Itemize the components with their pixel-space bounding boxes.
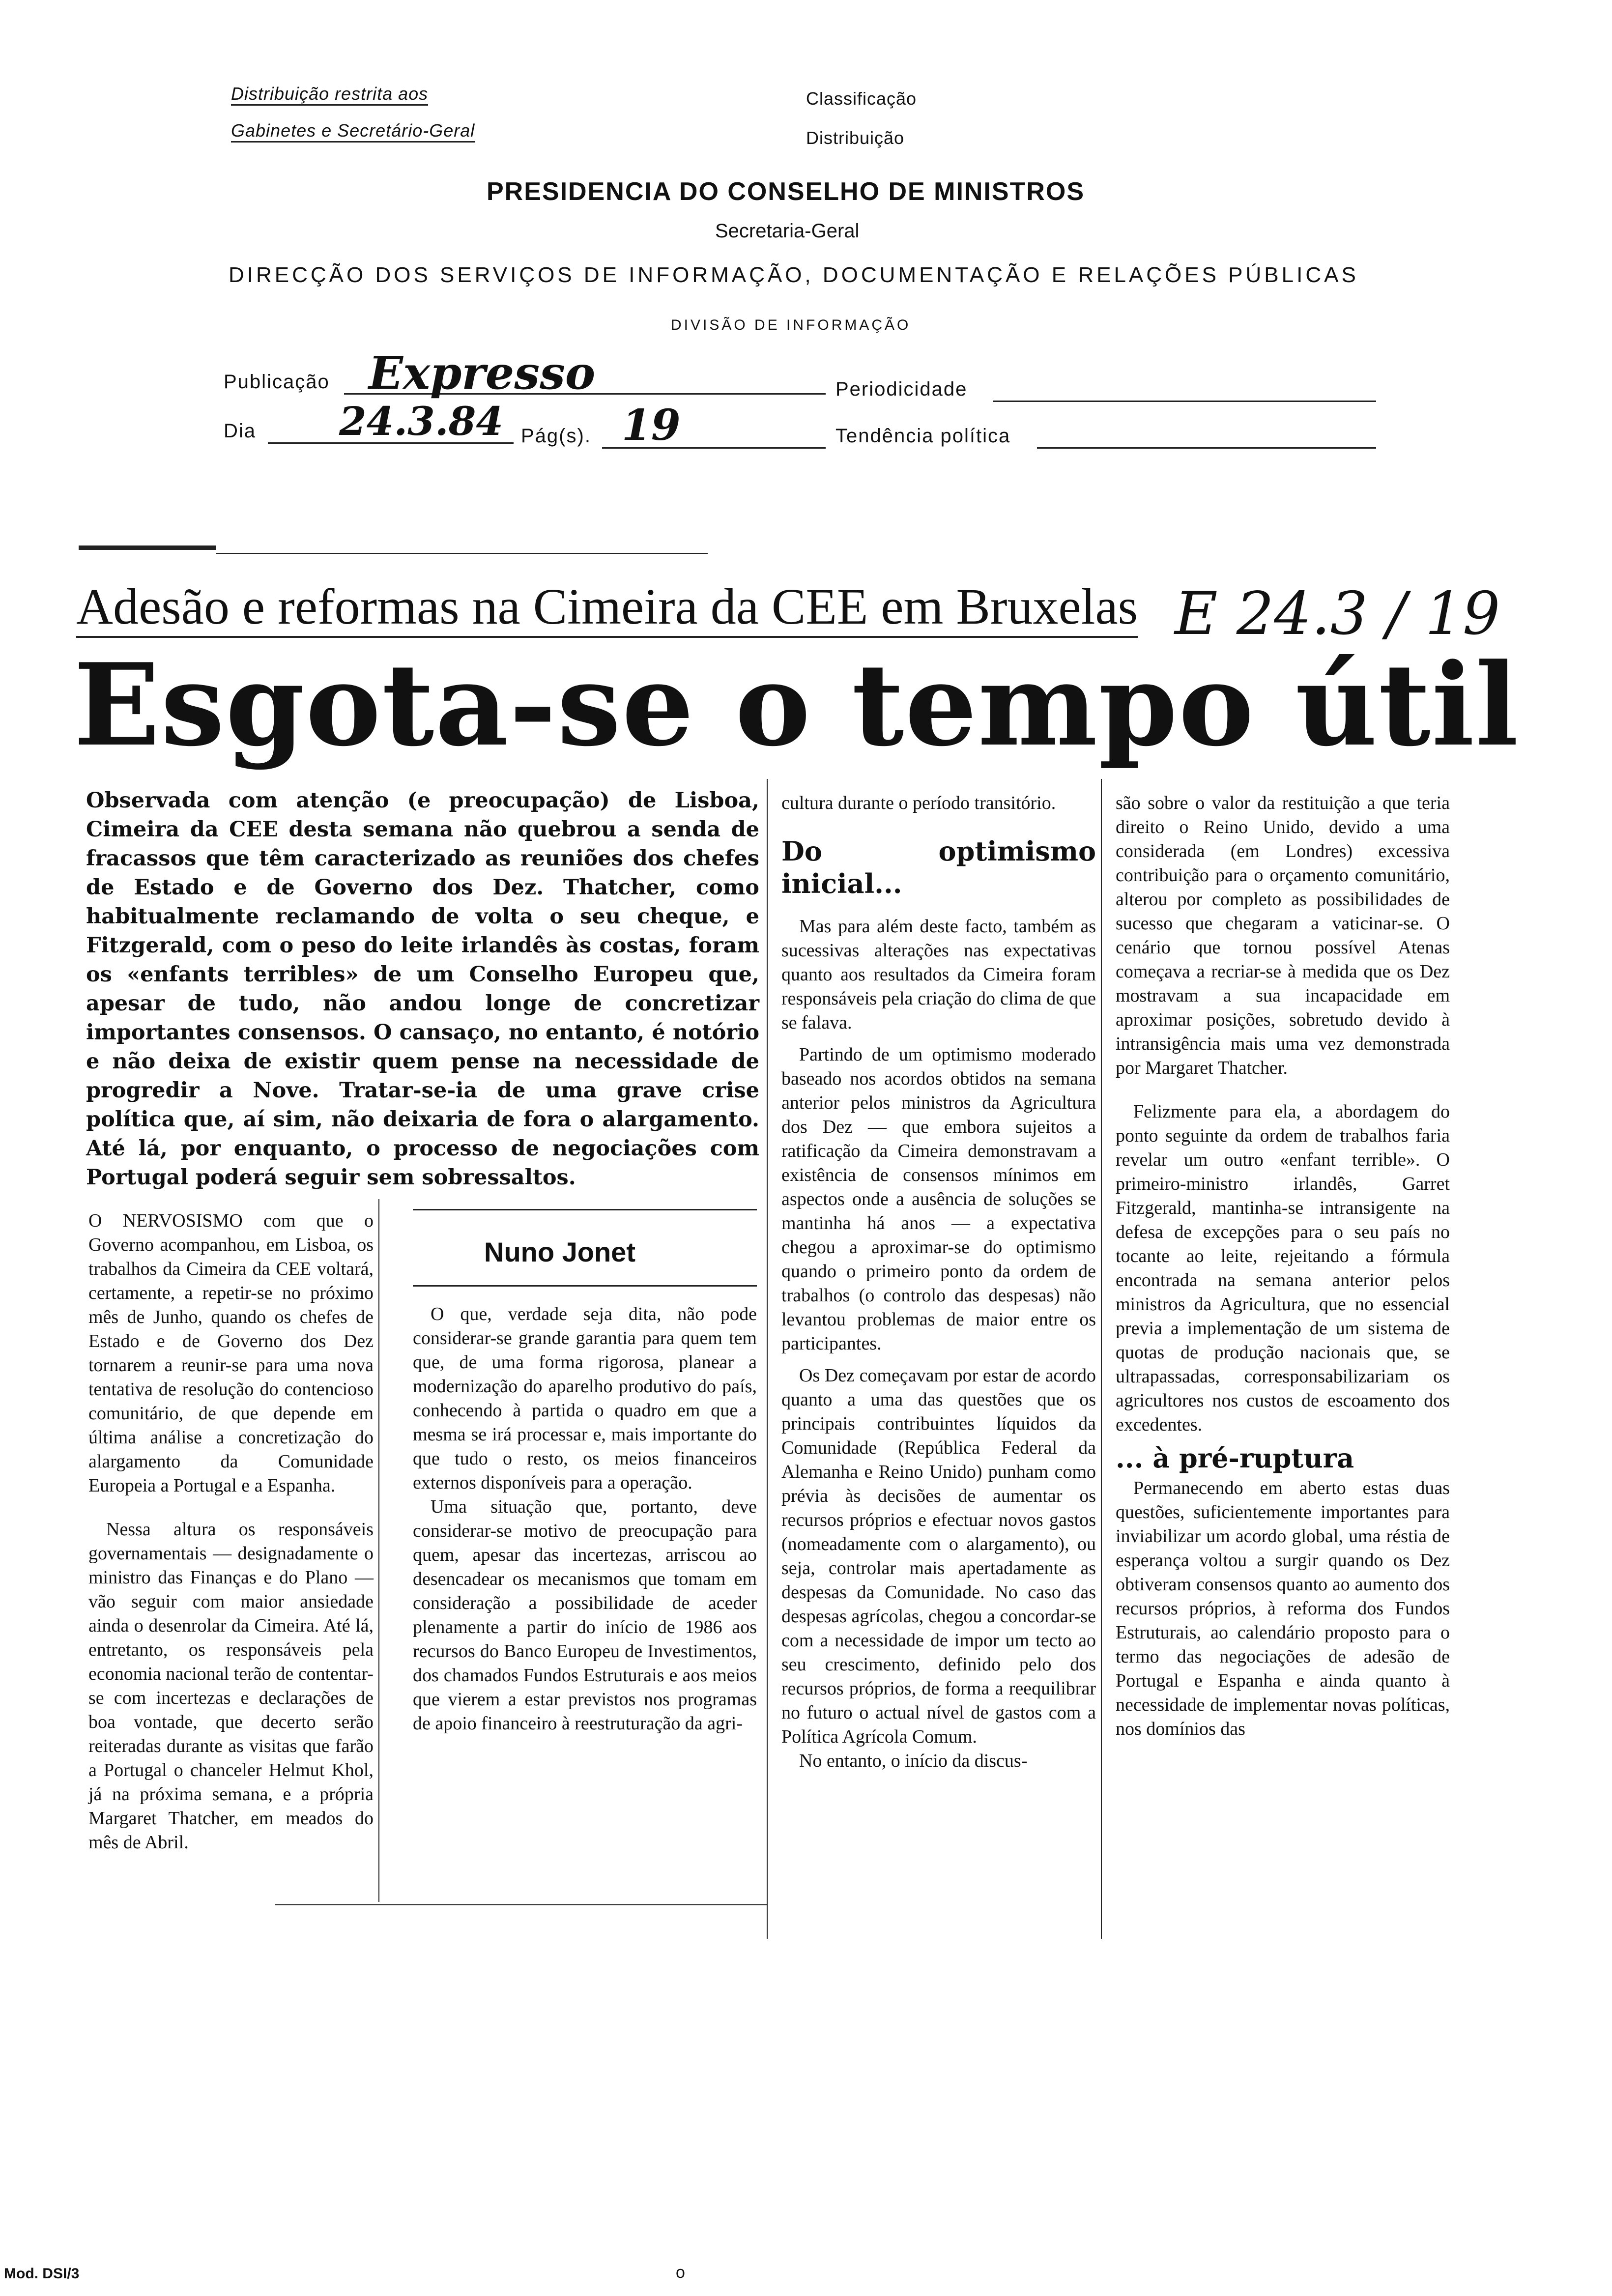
footer-mark: o [676, 2263, 685, 2282]
byline-rule-bottom [413, 1285, 757, 1287]
distribuicao-label: Distribuição [806, 128, 905, 148]
col3-paragraph-4: No entanto, o início da discus- [799, 1751, 1028, 1771]
col1-paragraph-2: Nessa altura os responsáveis governamentais — designadamente o ministro das Finanças e do Plano — vão seguir com maior ansiedade ainda o desenrolar da Cimeira. Até lá, entretanto, os responsáveis pela economia nacional terão de contentar-se com incertezas e declarações de boa vontade, que decerto serão reiteradas durante as visitas que farão a Portugal o chanceler Helmut Khol, já na próxima semana, e a própria Margaret Thatcher, em meados do mês de Abril. [88, 1519, 374, 1853]
col3-subhead: Do optimismo inicial... [781, 835, 1096, 899]
article-kicker: Adesão e reformas na Cimeira da CEE em Bruxelas [76, 577, 1138, 638]
column-3 [781, 791, 1096, 1773]
org-title: PRESIDENCIA DO CONSELHO DE MINISTROS [487, 177, 1085, 206]
col3-paragraph-2: Partindo de um optimismo moderado baseado nos acordos obtidos na semana anterior pelos ministros da Agricultura dos Dez — que embora sujeitos a ratificação da Cimeira demonstravam a existência de consensos mínimos em aspectos onde a ausência de soluções se mantinha há anos — a expectativa chegou a aproximar-se do optimismo quando o primeiro ponto da ordem de trabalhos (o controlo das despesas) não levantou problemas de maior entre os participantes. [781, 1044, 1096, 1354]
model-code: Mod. DSI/3 [4, 2266, 80, 2282]
column-divider-lead [767, 779, 768, 1939]
secretaria-geral: Secretaria-Geral [715, 220, 860, 242]
col3-paragraph-1: Mas para além deste facto, também as sucessivas alterações nas expectativas quanto aos resultados da Cimeira foram responsáveis pela criação do clima de que se falava. [781, 916, 1096, 1033]
col1-paragraph-1: O NERVOSISMO com que o Governo acompanhou, em Lisboa, os trabalhos da Cimeira da CEE voltará, certamente, a repetir-se no próximo mês de Junho, quando os chefes de Estado e de Governo dos Dez tornarem a reunir-se para uma nova tentativa de resolução do contencioso comunitário, de que depende em última análise a concretização do alargamento da Comunidade Europeia a Portugal e a Espanha. [88, 1210, 374, 1496]
col2-paragraph-2: Uma situação que, portanto, deve considerar-se motivo de preocupação para quem, apesar das incertezas, arriscou ao desencadear os mecanismos que tomam em consideração a possibilidade de aceder plenamente a partir do início de 1986 aos recursos do Banco Europeu de Investimentos, dos chamados Fundos Estruturais e aos meios que vierem a estar previstos nos programas de apoio financeiro à reestruturação da agri- [413, 1496, 757, 1734]
tendencia-line [1037, 447, 1376, 449]
divisao-informacao: DIVISÃO DE INFORMAÇÃO [671, 317, 911, 333]
column-2 [413, 1302, 757, 1736]
col4-paragraph-3: Permanecendo em aberto estas duas questões, suficientemente importantes para inviabilizar um acordo global, uma réstia de esperança voltou a surgir quando os Dez obtiveram consensos quanto ao aumento dos recursos próprios, à reforma dos Fundos Estruturais, ao calendário proposto para o termo das negociações de adesão de Portugal e Espanha e ainda quanto à necessidade de implementar novas políticas, nos domínios das [1116, 1478, 1450, 1739]
col4-subhead: ... à pré-ruptura [1116, 1442, 1354, 1474]
publicacao-value: Expresso [369, 346, 596, 400]
top-rule-thick [79, 545, 216, 550]
byline: Nuno Jonet [484, 1236, 635, 1267]
article-headline: Esgota-se o tempo útil [74, 639, 1520, 772]
tendencia-label: Tendência política [835, 425, 1011, 447]
column-4 [1116, 791, 1450, 1741]
column-1 [88, 1209, 374, 1855]
article-lead: Observada com atenção (e preocupação) de Lisboa, Cimeira da CEE desta semana não quebrou a senda de fracassos que têm caracterizado as reuniões dos chefes de Estado e de Governo dos Dez. Thatcher, como habitualmente reclamando de volta o seu cheque, e Fitzgerald, com o peso do leite irlandês às costas, foram os «enfants terribles» de um Conselho Europeu que, apesar de tudo, não andou longe de concretizar importantes consensos. O cansaço, no entanto, é notório e não deixa de existir quem pense na necessidade de progredir a Nove. Tratar-se-ia de uma grave crise política que, aí sim, não deixaria de fora o alargamento. Até lá, por enquanto, o processo de negociações com Portugal poderá seguir sem sobressaltos. [86, 788, 759, 1190]
restricted-distribution-line1: Distribuição restrita aos [231, 84, 428, 106]
byline-rule-top [413, 1209, 757, 1210]
col3-paragraph-3: Os Dez começavam por estar de acordo quanto a uma das questões que os principais contribuintes líquidos da Comunidade (República Federal da Alemanha e Reino Unido) punham como prévia às decisões de aumentar os recursos próprios e efectuar novos gastos (nomeadamente com o alargamento), ou seja, controlar mais apertadamente as despesas da Comunidade. No caso das despesas agrícolas, chegou a concordar-se com a necessidade de impor um tecto ao seu crescimento, definido pelo dos recursos próprios, de forma a reequilibrar no futuro o actual nível de gastos com a Política Agrícola Comum. [781, 1365, 1096, 1747]
bottom-rule [275, 1904, 767, 1905]
dia-value: 24.3.84 [339, 398, 504, 444]
col3-continuation: cultura durante o período transitório. [781, 793, 1056, 813]
column-divider-3 [1101, 779, 1102, 1939]
col4-paragraph-2: Felizmente para ela, a abordagem do ponto seguinte da ordem de trabalhos faria revelar um outro «enfant terrible». O primeiro-ministro irlandês, Garret Fitzgerald, mantinha-se intransigente na defesa de excepções para o seu país no tocante ao leite, rejeitando a fórmula encontrada na semana anterior pelos ministros da Agricultura, que no essencial previa a implementação de um sistema de quotas de produção nacionais que, se ultrapassadas, corresponsabilizariam os agricultores nos custos de escoamento dos excedentes. [1116, 1101, 1450, 1435]
top-rule-thin [216, 553, 708, 554]
col4-paragraph-1: são sobre o valor da restituição a que teria direito o Reino Unido, devido a uma considerada (em Londres) excessiva contribuição para o orçamento comunitário, alterou por completo as possibilidades de sucesso que chegaram a vaticinar-se. O cenário que tornou possível Atenas começava a recriar-se à medida que os Dez mostravam a sua incapacidade em aproximar posições, sobretudo devido à intransigência mais uma vez demonstrada por Margaret Thatcher. [1116, 793, 1450, 1078]
periodicidade-line [993, 401, 1376, 402]
classificacao-label: Classificação [806, 88, 917, 109]
column-divider-1 [378, 1199, 379, 1902]
publicacao-label: Publicação [224, 371, 330, 393]
direccao-servicos: DIRECÇÃO DOS SERVIÇOS DE INFORMAÇÃO, DOCUMENTAÇÃO E RELAÇÕES PÚBLICAS [229, 263, 1359, 287]
periodicidade-label: Periodicidade [835, 378, 968, 400]
pags-label: Pág(s). [521, 425, 591, 447]
restricted-distribution-line2: Gabinetes e Secretário-Geral [231, 120, 475, 143]
col2-paragraph-1: O que, verdade seja dita, não pode considerar-se grande garantia para quem tem que, de uma forma rigorosa, planear a modernização do aparelho produtivo do país, conhecendo à partida o quadro em que a mesma se irá processar e, mais importante do que tudo o resto, os meios financeiros externos disponíveis para a operação. [413, 1304, 757, 1493]
pags-value: 19 [622, 401, 681, 450]
dia-label: Dia [224, 420, 257, 442]
handwritten-note: E 24.3 / 19 [1175, 580, 1500, 648]
